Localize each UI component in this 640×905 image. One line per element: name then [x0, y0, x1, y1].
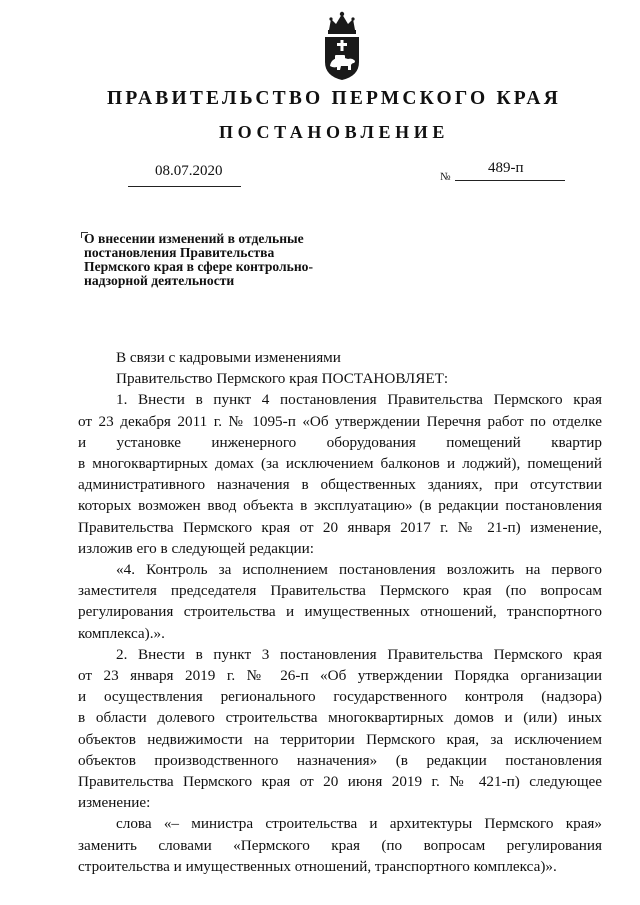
text-line: административного назначения в общественных зданиях, при отсутствии — [78, 476, 602, 494]
text-line: изменение: — [78, 794, 151, 812]
text-line: объектов недвижимости на территории Пермского края, за исключением — [78, 730, 602, 748]
quote-2 — [78, 813, 602, 877]
text-line: и осуществления регионального государственного контроля (надзора) — [78, 688, 602, 706]
document-subject — [84, 232, 374, 288]
text-line: которых возможен ввод объекта в эксплуатацию» (в редакции постановления — [78, 497, 602, 515]
document-number: 489-п — [488, 160, 524, 176]
coat-of-arms-icon — [321, 10, 363, 82]
document-body — [78, 347, 602, 877]
text-line: и установке инженерного оборудования помещений квартир — [78, 433, 602, 451]
number-underline — [455, 180, 565, 181]
intro-line: В связи с кадровыми изменениями — [116, 349, 341, 366]
quote-1 — [78, 559, 602, 644]
subject-line: постановления Правительства — [84, 245, 275, 260]
text-line: от 23 декабря 2011 г. № 1095-п «Об утверждении Перечня работ по отделке — [78, 412, 602, 430]
government-title: ПРАВИТЕЛЬСТВО ПЕРМСКОГО КРАЯ — [107, 88, 561, 109]
text-line: Правительства Пермского края от 20 января 2017 г. № 21-п) изменение, — [78, 518, 602, 536]
text-line: в многоквартирных домах (за исключением балконов и лоджий), помещений — [78, 455, 602, 473]
text-line: в области долевого строительства многоквартирных домов и (или) иных — [78, 709, 602, 727]
intro-line: Правительство Пермского края ПОСТАНОВЛЯЕТ: — [116, 370, 449, 388]
paragraph-2 — [78, 644, 602, 814]
text-line: регулирования строительства и имущественных отношений, транспортного — [78, 603, 602, 621]
text-line: 2. Внести в пункт 3 постановления Правительства Пермского края — [116, 645, 602, 663]
text-line: заместителя председателя Правительства Пермского края (по вопросам — [78, 582, 602, 600]
text-line: комплекса).». — [78, 624, 165, 642]
text-line: строительства и имущественных отношений, транспортного комплекса)». — [78, 857, 557, 875]
document-date: 08.07.2020 — [155, 163, 223, 179]
subject-line: Пермского края в сфере контрольно- — [84, 259, 313, 274]
text-line: Правительства Пермского края от 20 июня 2019 г. № 421-п) следующее — [78, 773, 602, 791]
document-type: ПОСТАНОВЛЕНИЕ — [219, 122, 449, 142]
text-line: изложив его в следующей редакции: — [78, 539, 314, 557]
text-line: объектов производственного назначения» (в редакции постановления — [78, 751, 602, 769]
date-underline — [128, 186, 241, 187]
number-sign: № — [440, 171, 451, 183]
text-line: от 23 января 2019 г. № 26-п «Об утверждении Порядка организации — [78, 667, 602, 685]
subject-line: О внесении изменений в отдельные — [84, 231, 304, 246]
paragraph-1 — [78, 389, 602, 559]
text-line: заменить словами «Пермского края (по вопросам регулирования — [78, 836, 602, 854]
subject-line: надзорной деятельности — [84, 273, 235, 288]
text-line: слова «– министра строительства и архитектуры Пермского края» — [116, 815, 602, 833]
text-line: «4. Контроль за исполнением постановления возложить на первого — [116, 561, 602, 579]
text-line: 1. Внести в пункт 4 постановления Правительства Пермского края — [116, 391, 602, 409]
